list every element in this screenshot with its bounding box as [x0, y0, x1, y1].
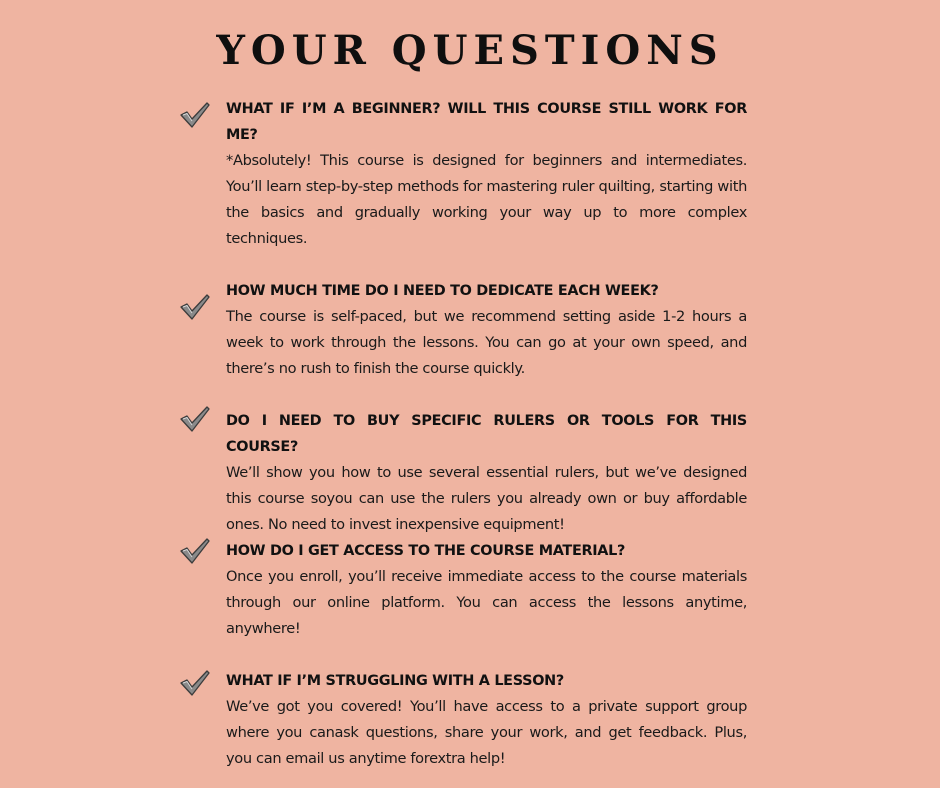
- checkmark-icon: [180, 294, 210, 320]
- faq-answer: The course is self-paced, but we recommend setting aside 1-2 hours a week to work through the lessons. You can go at your own speed, and there’s no rush to finish the course quickly.: [226, 308, 747, 377]
- faq-item: [226, 538, 747, 642]
- page-title: YOUR QUESTIONS: [216, 27, 724, 74]
- faq-answer: We’ll show you how to use several essential rulers, but we’ve designed this course soyou can use the rulers you already own or buy affordable ones. No need to invest inexpensive equipment!: [226, 464, 747, 533]
- faq-question: WHAT IF I’M STRUGGLING WITH A LESSON?: [226, 673, 564, 689]
- faq-answer: Once you enroll, you’ll receive immediate access to the course materials through our online platform. You can access the lessons anytime, anywhere!: [226, 568, 747, 637]
- faq-question: DO I NEED TO BUY SPECIFIC RULERS OR TOOLS FOR THIS COURSE?: [226, 413, 747, 455]
- faq-item: [226, 668, 747, 772]
- faq-answer: We’ve got you covered! You’ll have access to a private support group where you canask questions, share your work, and get feedback. Plus, you can email us anytime forextra help!: [226, 698, 747, 767]
- checkmark-icon: [180, 102, 210, 128]
- faq-question: HOW DO I GET ACCESS TO THE COURSE MATERIAL?: [226, 543, 626, 559]
- faq-answer: *Absolutely! This course is designed for beginners and intermediates. You’ll learn step-by-step methods for mastering ruler quilting, starting with the basics and gradually working your way up to more complex techniques.: [226, 152, 747, 247]
- faq-item: [226, 96, 747, 252]
- faq-question: WHAT IF I’M A BEGINNER? WILL THIS COURSE STILL WORK FOR ME?: [226, 101, 747, 143]
- checkmark-icon: [180, 670, 210, 696]
- faq-item: [226, 408, 747, 538]
- checkmark-icon: [180, 406, 210, 432]
- checkmark-icon: [180, 538, 210, 564]
- faq-question: HOW MUCH TIME DO I NEED TO DEDICATE EACH WEEK?: [226, 283, 659, 299]
- faq-item: [226, 278, 747, 382]
